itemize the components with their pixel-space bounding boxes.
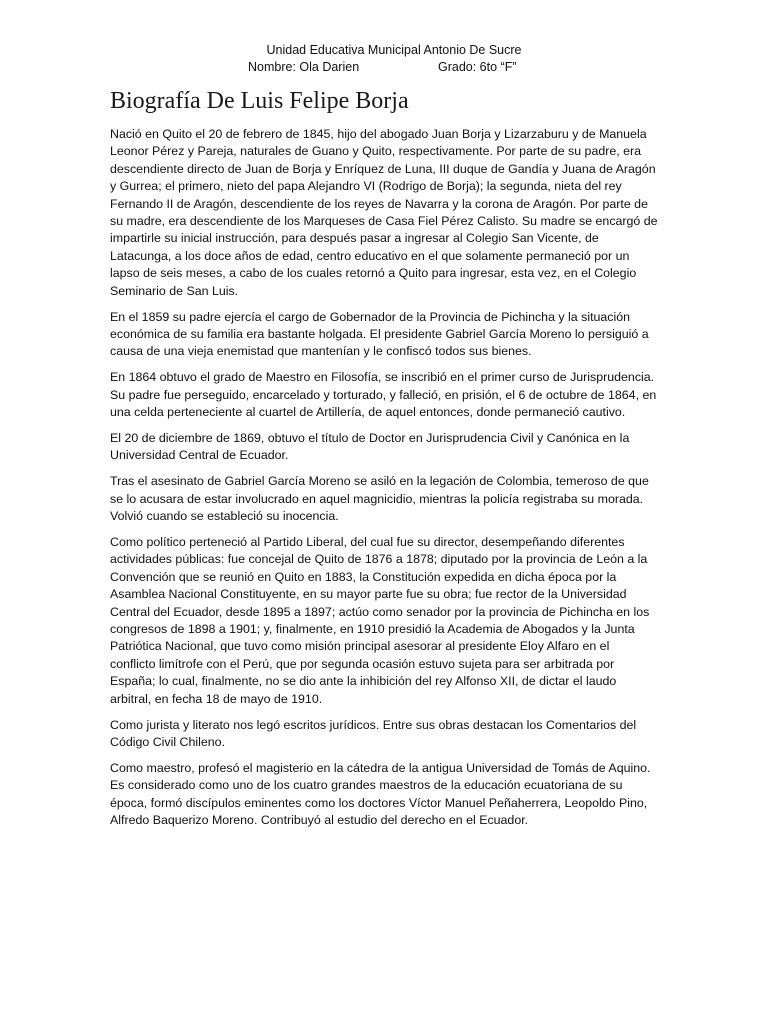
student-info-line bbox=[0, 59, 768, 76]
paragraph-teacher: Como maestro, profesó el magisterio en la cátedra de la antigua Universidad de Tomás de Aquino. Es considerado como uno de los cuatro grandes maestros de la educación ecuatoriana de su época, formó discípulos eminentes como los doctores Víctor Manuel Peñaherrera, Leopoldo Pino, Alfredo Baquerizo Moreno. Contribuyó al estudio del derecho en el Ecuador. bbox=[110, 760, 651, 828]
school-name: Unidad Educativa Municipal Antonio De Sucre bbox=[266, 43, 522, 57]
paragraph-father-governor: En el 1859 su padre ejercía el cargo de Gobernador de la Provincia de Pichincha y la situación económica de su familia era bastante holgada. El presidente Gabriel García Moreno lo persiguió a causa de una vieja enemistad que mantenían y le confiscó todos sus bienes. bbox=[110, 309, 649, 359]
document-header bbox=[0, 42, 768, 76]
paragraph-doctorate: El 20 de diciembre de 1869, obtuvo el título de Doctor en Jurisprudencia Civil y Canónica en la Universidad Central de Ecuador. bbox=[110, 431, 630, 463]
paragraph-jurist: Como jurista y literato nos legó escritos jurídicos. Entre sus obras destacan los Comentarios del Código Civil Chileno. bbox=[110, 717, 637, 749]
paragraph-political-career: Como político perteneció al Partido Liberal, del cual fue su director, desempeñando diferentes actividades públicas: fue concejal de Quito de 1876 a 1878; diputado por la provincia de León a la Convención que se reunió en Quito en 1883, la Constitución expedida en dicha época por la Asamblea Nacional Constituyente, en su mayor parte fue su obra; fue rector de la Universidad Central del Ecuador, desde 1895 a 1897; actúo como senador por la provincia de Pichincha en los congresos de 1898 a 1901; y, finalmente, en 1910 presidió la Academia de Abogados y la Junta Patriótica Nacional, que tuvo como misión principal asesorar al presidente Eloy Alfaro en el conflicto limítrofe con el Perú, que por segunda ocasión estuvo sujeta para ser arbitrada por España; lo cual, finalmente, no se dio ante la inhibición del rey Alfonso XII, de dictar el laudo arbitral, en fecha 18 de mayo de 1910. bbox=[110, 535, 650, 706]
paragraph-philosophy-degree: En 1864 obtuvo el grado de Maestro en Filosofía, se inscribió en el primer curso de Jurisprudencia. Su padre fue perseguido, encarcelado y torturado, y falleció, en prisión, el 6 de octubre de 1864, en una celda perteneciente al cuartel de Artillería, de aquel entonces, donde permaneció cautivo. bbox=[110, 370, 657, 420]
paragraph-asylum: Tras el asesinato de Gabriel García Moreno se asiló en la legación de Colombia, temeroso de que se lo acusara de estar involucrado en aquel magnicidio, mientras la policía registraba su morada. Volvió cuando se estableció su inocencia. bbox=[110, 474, 649, 524]
page-title: Biografía De Luis Felipe Borja bbox=[110, 88, 409, 114]
student-grade: Grado: 6to “F” bbox=[438, 60, 517, 74]
paragraph-early-life: Nació en Quito el 20 de febrero de 1845, hijo del abogado Juan Borja y Lizarzaburu y de Manuela Leonor Pérez y Pareja, naturales de Guano y Quito, respectivamente. Por parte de su padre, era descendiente directo de Juan de Borja y Enríquez de Luna, III duque de Gandía y Juana de Aragón y Gurrea; el primero, nieto del papa Alejandro VI (Rodrigo de Borja); la segunda, nieta del rey Fernando II de Aragón, descendiente de los reyes de Navarra y la corona de Aragón. Por parte de su madre, era descendiente de los Marqueses de Casa Fiel Pérez Calisto. Su madre se encargó de impartirle su inicial instrucción, para después pasar a ingresar al Colegio San Vicente, de Latacunga, a los doce años de edad, centro educativo en el que solamente permaneció por un lapso de seis meses, a cabo de los cuales retornó a Quito para ingresar, esta vez, en el Colegio Seminario de San Luis. bbox=[110, 127, 658, 298]
biography-body bbox=[110, 126, 658, 838]
student-name: Nombre: Ola Darien bbox=[248, 60, 360, 74]
